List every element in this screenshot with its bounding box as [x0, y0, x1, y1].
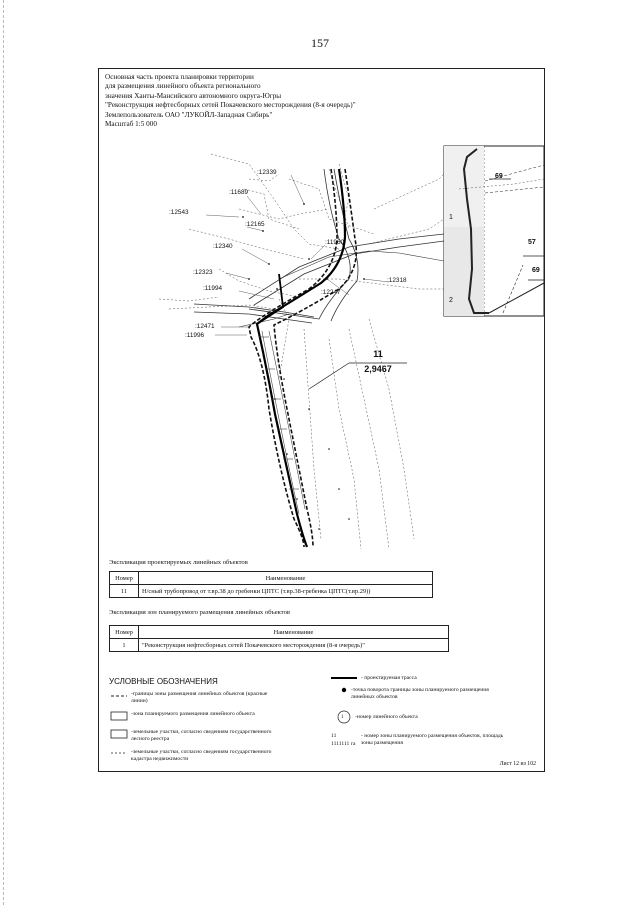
parcel-label: :11996 — [185, 332, 205, 339]
parcel-label: :12247 — [321, 289, 341, 296]
legend-item: -зона планируемого размещения линейного объекта — [131, 711, 255, 717]
legend-item: -точка поворота границы зоны планируемого размещения линейных объектов — [351, 687, 489, 700]
parcel-label: :12339 — [257, 169, 277, 176]
inset-label: 69 — [495, 173, 503, 180]
sheet-footer: Лист 12 из 102 — [499, 761, 536, 767]
map-sheet — [98, 68, 545, 772]
table2-caption: Экспликация зон планируемого размещения линейных объектов — [109, 609, 291, 616]
table2-cell: "Реконструкция нефтесборных сетей Покачевского месторождения (8-я очередь)" — [139, 639, 449, 652]
parcel-label: :11689 — [229, 189, 249, 196]
legend-item: -земельные участки, согласно сведениям государственного лесного реестра — [131, 729, 272, 742]
header-line: для размещения линейного объекта регионального — [105, 82, 261, 91]
table2-header: Наименование — [139, 626, 449, 639]
header-line: Основная часть проекта планировки территории — [105, 73, 254, 81]
table1-cell: Н/сный трубопровод от т.вр.38 до гребенки ЦПТС (т.вр.38-гребенка ЦПТС(т.вр.29)) — [139, 585, 433, 598]
legend-item: - номер зоны планируемого размещения объектов, площадь зоны размещения — [361, 733, 504, 746]
parcel-label: :12323 — [193, 269, 213, 276]
table2-cell: 1 — [110, 639, 139, 652]
header-line: Землепользователь ОАО "ЛУКОЙЛ-Западная Сибирь" — [105, 110, 273, 119]
parcel-label: :12543 — [169, 209, 189, 216]
parcel-label: :11994 — [203, 285, 223, 292]
table1-caption: Экспликация проектируемых линейных объектов — [109, 559, 248, 566]
legend-item: -земельные участки, согласно сведениям государственного кадастра недвижимости — [131, 749, 272, 762]
parcel-label: :12318 — [387, 277, 407, 284]
legend-item: -границы зоны размещения линейных объектов (красные линии) — [131, 691, 268, 704]
table1-header: Номер — [110, 572, 139, 585]
parcel-label: :12340 — [213, 243, 233, 250]
legend-item: - проектируемая трасса — [361, 675, 417, 681]
legend-item: -номер линейного объекта — [355, 714, 418, 720]
header-line: "Реконструкция нефтесборных сетей Покачевского месторождения (8-я очередь)" — [105, 101, 356, 110]
legend-zone-number: 11 — [331, 733, 337, 739]
table2-header: Номер — [110, 626, 139, 639]
parcel-label: :11960 — [325, 239, 345, 246]
inset-label: 57 — [528, 239, 536, 246]
legend-title: УСЛОВНЫЕ ОБОЗНАЧЕНИЯ — [109, 677, 218, 686]
header-line: Масштаб 1:5 000 — [105, 120, 157, 129]
parcel-label: :12471 — [195, 323, 215, 330]
inset-label: 2 — [449, 297, 453, 304]
table1-cell: 11 — [110, 585, 139, 598]
legend-symbols — [99, 69, 546, 773]
page-number: 157 — [311, 36, 329, 50]
legend-circle-number: 1 — [341, 715, 344, 720]
zone-area: 2,9467 — [364, 364, 392, 374]
inset-label: 1 — [449, 214, 453, 221]
inset-label: 69 — [532, 267, 540, 274]
table1-header: Наименование — [139, 572, 433, 585]
zone-number: 11 — [373, 349, 383, 359]
scan-edge — [3, 0, 4, 905]
legend-zone-area: 1111111 га — [331, 741, 356, 747]
header-line: значения Ханты-Мансийского автономного округа-Югры — [105, 91, 282, 100]
parcel-label: :12165 — [245, 221, 265, 228]
